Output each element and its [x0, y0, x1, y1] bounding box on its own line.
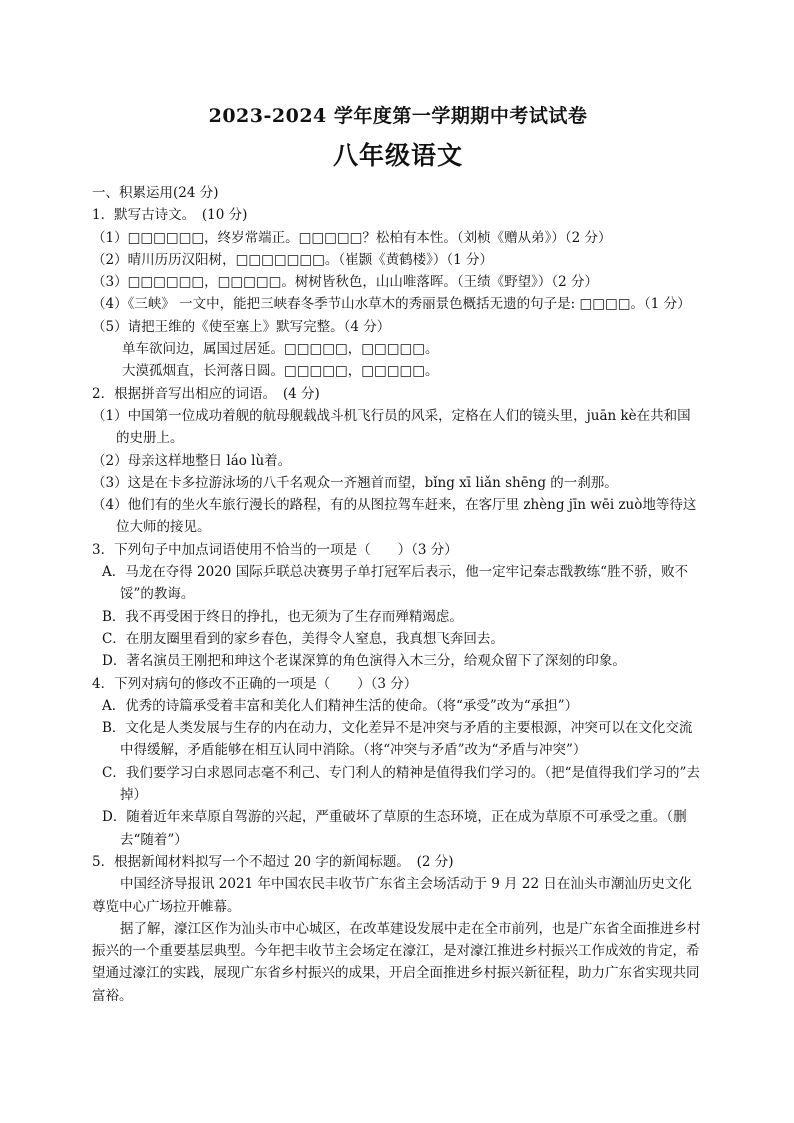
- subject-title: 八年级语文: [332, 141, 463, 170]
- q3-option-a: A．马龙在夺得 2020 国际乒联总决赛男子单打冠军后表示，他一定牢记秦志戬教练“胜不骄，败不馁”的教诲。: [102, 564, 689, 603]
- exam-title: 2023-2024 学年度第一学期期中考试试卷: [208, 105, 588, 127]
- q2-item-1: （1）中国第一位成功着舰的航母舰载战斗机飞行员的风采，定格在人们的镜头里，juān kè在共和国的史册上。: [92, 407, 691, 447]
- q1-item-1: （1）□□□□□□，终岁常端正。□□□□□？松柏有本性。（刘桢《赠从弟》）（2 分）: [92, 229, 612, 246]
- question-2-heading: 2．根据拼音写出相应的词语。 (4 分): [92, 385, 320, 402]
- q5-news-paragraph-2: 据了解，濠江区作为汕头市中心城区，在改革建设发展中走在全市前列，也是广东省全面推进乡村振兴的一个重要基层典型。今年把丰收节主会场定在濠江，是对濠江推进乡村振兴工作成效的肯定，希望通过濠江的实践，展现广东省乡村振兴的成果，开启全面推进乡村振兴新征程，助力广东省实现共同富裕。: [92, 920, 701, 1004]
- q4-option-d: D．随着近年来草原自驾游的兴起，严重破坏了草原的生态环境，正在成为草原不可承受之重。（删去“随着”）: [102, 809, 687, 848]
- q5-news-paragraph-1: 中国经济导报讯 2021 年中国农民丰收节广东省主会场活动于 9 月 22 日在汕头市潮汕历史文化尊览中心广场拉开帷幕。: [92, 876, 692, 915]
- q2-item-2: （2）母亲这样地整日 láo lù着。: [92, 452, 292, 469]
- q1-item-4: （4）《三峡》 一文中，能把三峡春冬季节山水草木的秀丽景色概括无遗的句子是: □□□□。（1 分）: [92, 296, 691, 313]
- q3-option-b: B．我不再受困于终日的挣扎，也无须为了生存而殚精竭虑。: [102, 608, 463, 625]
- question-1-heading: 1．默写古诗文。 (10 分): [92, 207, 248, 224]
- q4-option-c: C．我们要学习白求恩同志毫不利己、专门利人的精神是值得我们学习的。（把“是值得我们学习的”去掉）: [102, 764, 700, 804]
- q3-option-c: C．在朋友圈里看到的家乡春色，美得令人窒息，我真想飞奔回去。: [102, 630, 504, 647]
- q1-poem-line-1: 单车欲问边，属国过居延。□□□□□，□□□□□。: [122, 341, 439, 358]
- exam-body: [92, 182, 704, 1007]
- q2-item-3: （3）这是在卡多拉游泳场的八千名观众一齐翘首而望，bǐng xī liǎn shēng 的一刹那。: [92, 474, 618, 491]
- q4-option-b: B．文化是人类发展与生存的内在动力，文化差异不是冲突与矛盾的主要根源，冲突可以在文化交流中得缓解，矛盾能够在相互认同中消除。（将“冲突与矛盾”改为“矛盾与冲突”）: [102, 720, 693, 759]
- q1-item-5: （5）请把王维的《使至塞上》默写完整。（4 分）: [92, 318, 391, 335]
- exam-page: [92, 104, 704, 1007]
- q4-option-a: A．优秀的诗篇承受着丰富和美化人们精神生活的使命。（将“承受”改为“承担”）: [102, 697, 579, 714]
- section-heading: 一、积累运用(24 分): [92, 185, 219, 201]
- q2-item-4: （4）他们有的坐火车旅行漫长的路程，有的从图拉驾车赶来，在客厅里 zhèng jīn wēi zuò地等待这位大师的接见。: [92, 497, 697, 536]
- question-3-heading: 3．下列句子中加点词语使用不恰当的一项是（ ）（3 分）: [92, 541, 458, 558]
- q1-item-3: （3）□□□□□□，□□□□□。树树皆秋色，山山唯落晖。（王绩《野望》）（2 分）: [92, 274, 599, 291]
- q3-option-d: D．著名演员王刚把和珅这个老谋深算的角色演得入木三分，给观众留下了深刻的印象。: [102, 653, 626, 670]
- q1-item-2: （2）晴川历历汉阳树，□□□□□□□。（崔颢《黄鹤楼》）（1 分）: [92, 251, 494, 268]
- question-4-heading: 4．下列对病句的修改不正确的一项是（ ）（3 分）: [92, 675, 418, 692]
- question-5-heading: 5．根据新闻材料拟写一个不超过 20 字的新闻标题。 (2 分): [92, 853, 454, 870]
- q1-poem-line-2: 大漠孤烟直，长河落日圆。□□□□□，□□□□□。: [122, 363, 439, 380]
